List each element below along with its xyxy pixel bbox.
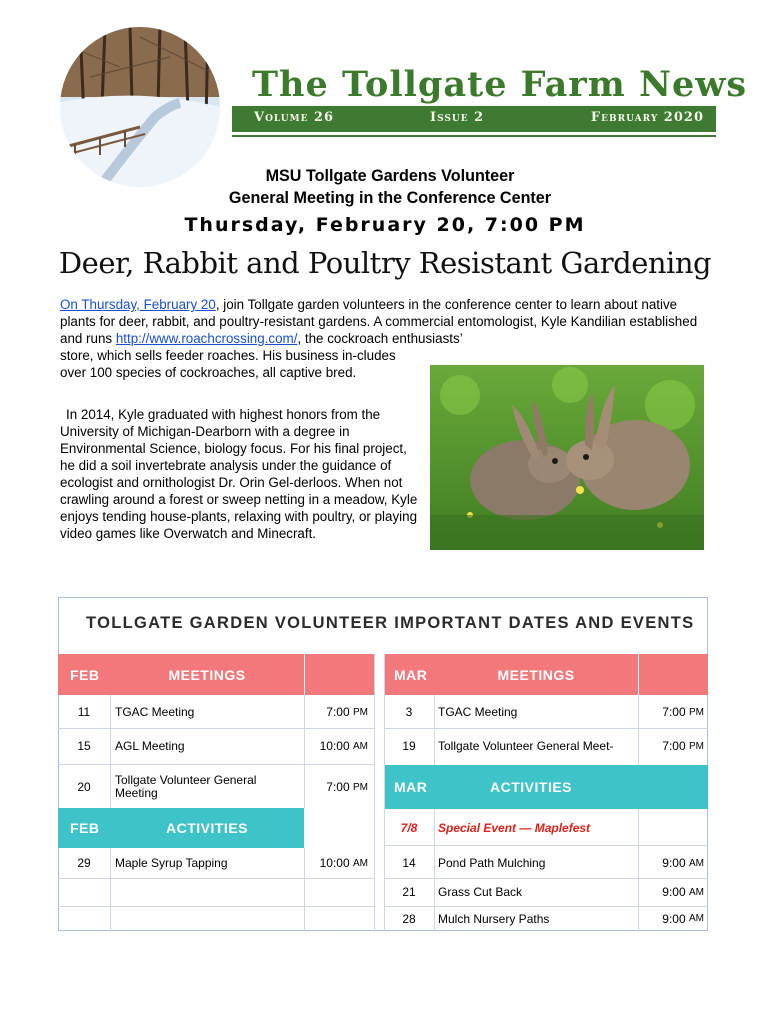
mar-meeting-day: 3 — [405, 705, 413, 719]
mar-meeting-event: Tollgate Volunteer General Meet- — [438, 739, 614, 753]
mar-meetings-month: MAR — [384, 654, 434, 695]
feb-activity-event: Maple Syrup Tapping — [115, 856, 228, 870]
feb-meeting-time: 10:00 AM — [319, 739, 368, 753]
feb-activities-month: FEB — [58, 808, 110, 848]
grid-line — [384, 654, 385, 931]
article-paragraph-1-cont: store, which sells feeder roaches. His business in-cludes over 100 species of cockroaches, all captive bred. — [60, 348, 396, 380]
grid-line — [384, 728, 708, 729]
feb-meeting-event: AGL Meeting — [115, 739, 185, 753]
feb-meetings-month: FEB — [58, 654, 110, 695]
mar-activities-heading: ACTIVITIES — [434, 765, 708, 809]
mar-activity-day: 21 — [402, 885, 416, 899]
feb-meeting-event: Tollgate Volunteer General Meeting — [115, 773, 257, 800]
issue-date: February 2020 — [590, 110, 704, 125]
grid-line — [58, 728, 374, 729]
feb-activity-day: 29 — [77, 856, 91, 870]
newsletter-title: The Tollgate Farm News — [252, 64, 748, 105]
article-paragraph-2: In 2014, Kyle graduated with highest honors from the University of Michigan-Dearborn with a degree in Environmental Science, biology focus. For his final project, he did a soil invertebrate analysis under the guidance of ecologist and ornithologist Dr. Orin Gel-derloos. When not crawling around a forest or sweep netting in a meadow, Kyle enjoys tending house-plants, relaxing with poultry, or playing video games like Overwatch and Minecraft. — [60, 407, 418, 541]
grid-line — [58, 764, 374, 765]
meeting-title — [191, 165, 590, 209]
events-title: TOLLGATE GARDEN VOLUNTEER IMPORTANT DATES AND EVENTS — [86, 614, 695, 632]
grid-line — [58, 906, 374, 907]
feb-meeting-day: 15 — [77, 739, 91, 753]
mar-meeting-event: TGAC Meeting — [438, 705, 518, 719]
mar-special-day: 7/8 — [400, 821, 418, 835]
volume-label: Volume 26 — [254, 110, 335, 125]
mar-activity-time: 9:00 AM — [662, 911, 704, 926]
mar-meeting-day: 19 — [402, 739, 416, 753]
grid-line — [58, 878, 374, 879]
grid-line — [638, 695, 639, 765]
mar-activity-event: Mulch Nursery Paths — [438, 911, 550, 926]
feb-activity-time: 10:00 AM — [319, 856, 368, 870]
feb-activities-heading: ACTIVITIES — [110, 808, 304, 848]
feb-meeting-day: 20 — [77, 780, 91, 794]
paragraph-text: , the cockroach enthusiasts’ — [297, 331, 463, 346]
meeting-datetime: Thursday, February 20, 7:00 PM — [184, 214, 586, 236]
winter-path-photo — [60, 27, 220, 187]
feb-meetings-heading: MEETINGS — [110, 654, 304, 695]
mar-activity-day: 28 — [402, 911, 416, 926]
grid-line — [374, 654, 375, 931]
grid-line — [434, 695, 435, 765]
mar-meeting-time: 7:00 PM — [662, 739, 704, 753]
mar-activity-day: 14 — [402, 856, 416, 870]
grid-line — [110, 848, 111, 931]
feb-meeting-time: 7:00 PM — [326, 780, 368, 794]
grid-line — [110, 695, 111, 808]
meeting-title-line1: MSU Tollgate Gardens Volunteer — [265, 166, 515, 185]
mar-meetings-heading: MEETINGS — [434, 654, 638, 695]
grid-line — [304, 695, 305, 808]
feb-meetings-time-header — [304, 654, 374, 695]
grid-line — [384, 878, 708, 879]
grid-line — [304, 848, 305, 931]
feb-meeting-time: 7:00 PM — [326, 705, 368, 719]
paragraph-text: , join Tollgate garden volunteers in the conference center to learn about native plants for deer, rabbit, and poultry-resistant gardens. A commercial entomologist, Kyle Kandilian established and runs — [60, 297, 698, 346]
mar-activities-month: MAR — [384, 765, 434, 809]
grid-line — [384, 845, 708, 846]
mar-special-event: Special Event — Maplefest — [438, 821, 591, 835]
issue-label: Issue 2 — [430, 110, 485, 125]
roachcrossing-link[interactable]: http://www.roachcrossing.com/ — [115, 331, 298, 346]
meeting-date-link[interactable]: On Thursday, February 20 — [60, 297, 216, 312]
mar-meeting-time: 7:00 PM — [662, 705, 704, 719]
masthead-band — [232, 106, 716, 132]
masthead-rule — [232, 135, 716, 137]
article-paragraph-1 — [60, 296, 710, 347]
grid-line — [434, 809, 435, 931]
feb-meeting-day: 11 — [77, 705, 91, 719]
grid-line — [638, 809, 639, 931]
article-headline: Deer, Rabbit and Poultry Resistant Gardening — [58, 246, 712, 280]
mar-activity-time: 9:00 AM — [662, 885, 704, 899]
mar-meetings-time-header — [638, 654, 708, 695]
feb-activities-time-header — [304, 808, 374, 848]
meeting-title-line2: General Meeting in the Conference Center — [228, 188, 552, 207]
mar-activity-time: 9:00 AM — [662, 856, 704, 870]
rabbits-photo — [430, 365, 704, 550]
mar-activity-event: Pond Path Mulching — [438, 856, 546, 870]
mar-activity-event: Grass Cut Back — [438, 885, 523, 899]
feb-meeting-event: TGAC Meeting — [115, 705, 195, 719]
grid-line — [384, 906, 708, 907]
